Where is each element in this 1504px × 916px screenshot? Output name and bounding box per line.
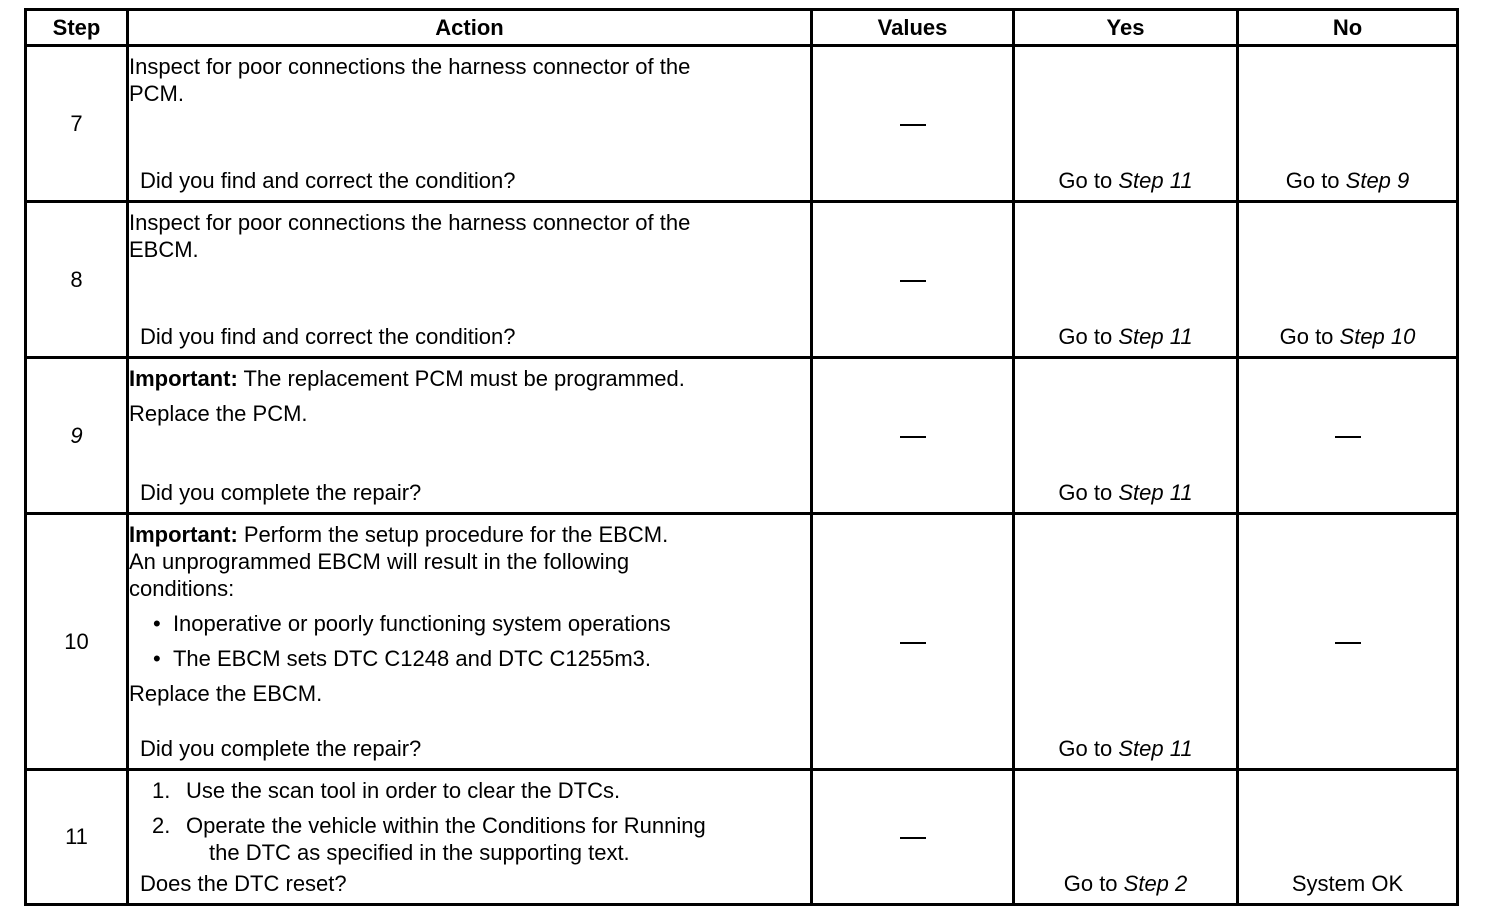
action-text: Inspect for poor connections the harness connector of the [129, 54, 691, 79]
system-ok-text: System OK [1291, 871, 1404, 896]
action-cell [128, 770, 812, 905]
table-row [26, 46, 1458, 202]
yes-step-link: Step 11 [1118, 168, 1193, 193]
step-number: 11 [26, 770, 128, 905]
yes-prefix: Go to [1063, 871, 1124, 896]
table-row [26, 358, 1458, 514]
yes-cell [1014, 514, 1238, 770]
action-text: PCM. [129, 81, 184, 106]
values-cell [812, 202, 1014, 358]
numbered-item-continuation: the DTC as specified in the supporting text. [209, 840, 630, 865]
em-dash [900, 837, 926, 839]
no-cell [1238, 202, 1458, 358]
table-row [26, 770, 1458, 905]
action-cell [128, 202, 812, 358]
diagnostic-table [24, 8, 1459, 906]
values-cell [812, 358, 1014, 514]
yes-step-link: Step 11 [1118, 480, 1193, 505]
yes-step-link: Step 11 [1118, 736, 1193, 761]
values-cell [812, 46, 1014, 202]
important-text: The replacement PCM must be programmed. [237, 366, 685, 391]
question-text: Did you find and correct the condition? [140, 168, 516, 193]
no-cell [1238, 514, 1458, 770]
action-cell [128, 514, 812, 770]
yes-prefix: Go to [1058, 736, 1119, 761]
question-text: Did you complete the repair? [140, 480, 422, 505]
header-yes: Yes [1014, 10, 1238, 46]
numbered-item: 1. Use the scan tool in order to clear the DTCs. [152, 778, 621, 803]
action-text: Inspect for poor connections the harness connector of the [129, 210, 691, 235]
table-row [26, 202, 1458, 358]
question-text: Did you find and correct the condition? [140, 324, 516, 349]
table-row [26, 514, 1458, 770]
yes-prefix: Go to [1058, 480, 1119, 505]
header-action: Action [128, 10, 812, 46]
yes-cell [1014, 770, 1238, 905]
no-prefix: Go to [1279, 324, 1340, 349]
no-step-link: Step 10 [1339, 324, 1416, 349]
yes-cell [1014, 202, 1238, 358]
values-cell [812, 770, 1014, 905]
yes-step-link: Step 11 [1118, 324, 1193, 349]
step-number: 8 [26, 202, 128, 358]
question-text: Did you complete the repair? [140, 736, 422, 761]
em-dash [900, 280, 926, 282]
em-dash [900, 124, 926, 126]
important-text: An unprogrammed EBCM will result in the following [129, 549, 630, 574]
action-text: EBCM. [129, 237, 199, 262]
important-text: Perform the setup procedure for the EBCM. [237, 522, 669, 547]
no-prefix: Go to [1285, 168, 1346, 193]
bullet-item: • Inoperative or poorly functioning system operations [153, 611, 671, 636]
header-values: Values [812, 10, 1014, 46]
numbered-item: 2. Operate the vehicle within the Conditions for Running [152, 813, 706, 838]
no-cell [1238, 46, 1458, 202]
step-number: 9 [26, 358, 128, 514]
yes-cell [1014, 358, 1238, 514]
bullet-item: • The EBCM sets DTC C1248 and DTC C1255m3. [153, 646, 652, 671]
no-cell [1238, 358, 1458, 514]
step-number: 7 [26, 46, 128, 202]
no-step-link: Step 9 [1345, 168, 1410, 193]
no-cell [1238, 770, 1458, 905]
yes-prefix: Go to [1058, 324, 1119, 349]
step-number: 10 [26, 514, 128, 770]
em-dash [900, 436, 926, 438]
important-text: conditions: [129, 576, 235, 601]
header-no: No [1238, 10, 1458, 46]
yes-step-link: Step 2 [1123, 871, 1188, 896]
em-dash [900, 642, 926, 644]
em-dash [1335, 642, 1361, 644]
yes-prefix: Go to [1058, 168, 1119, 193]
question-text: Does the DTC reset? [140, 871, 347, 896]
action-cell [128, 46, 812, 202]
yes-cell [1014, 46, 1238, 202]
action-cell [128, 358, 812, 514]
values-cell [812, 514, 1014, 770]
action-text: Replace the PCM. [129, 401, 308, 426]
important-label: Important: [129, 522, 238, 547]
header-step: Step [26, 10, 128, 46]
em-dash [1335, 436, 1361, 438]
action-text: Replace the EBCM. [129, 681, 323, 706]
header-row [26, 10, 1458, 46]
important-label: Important: [129, 366, 238, 391]
